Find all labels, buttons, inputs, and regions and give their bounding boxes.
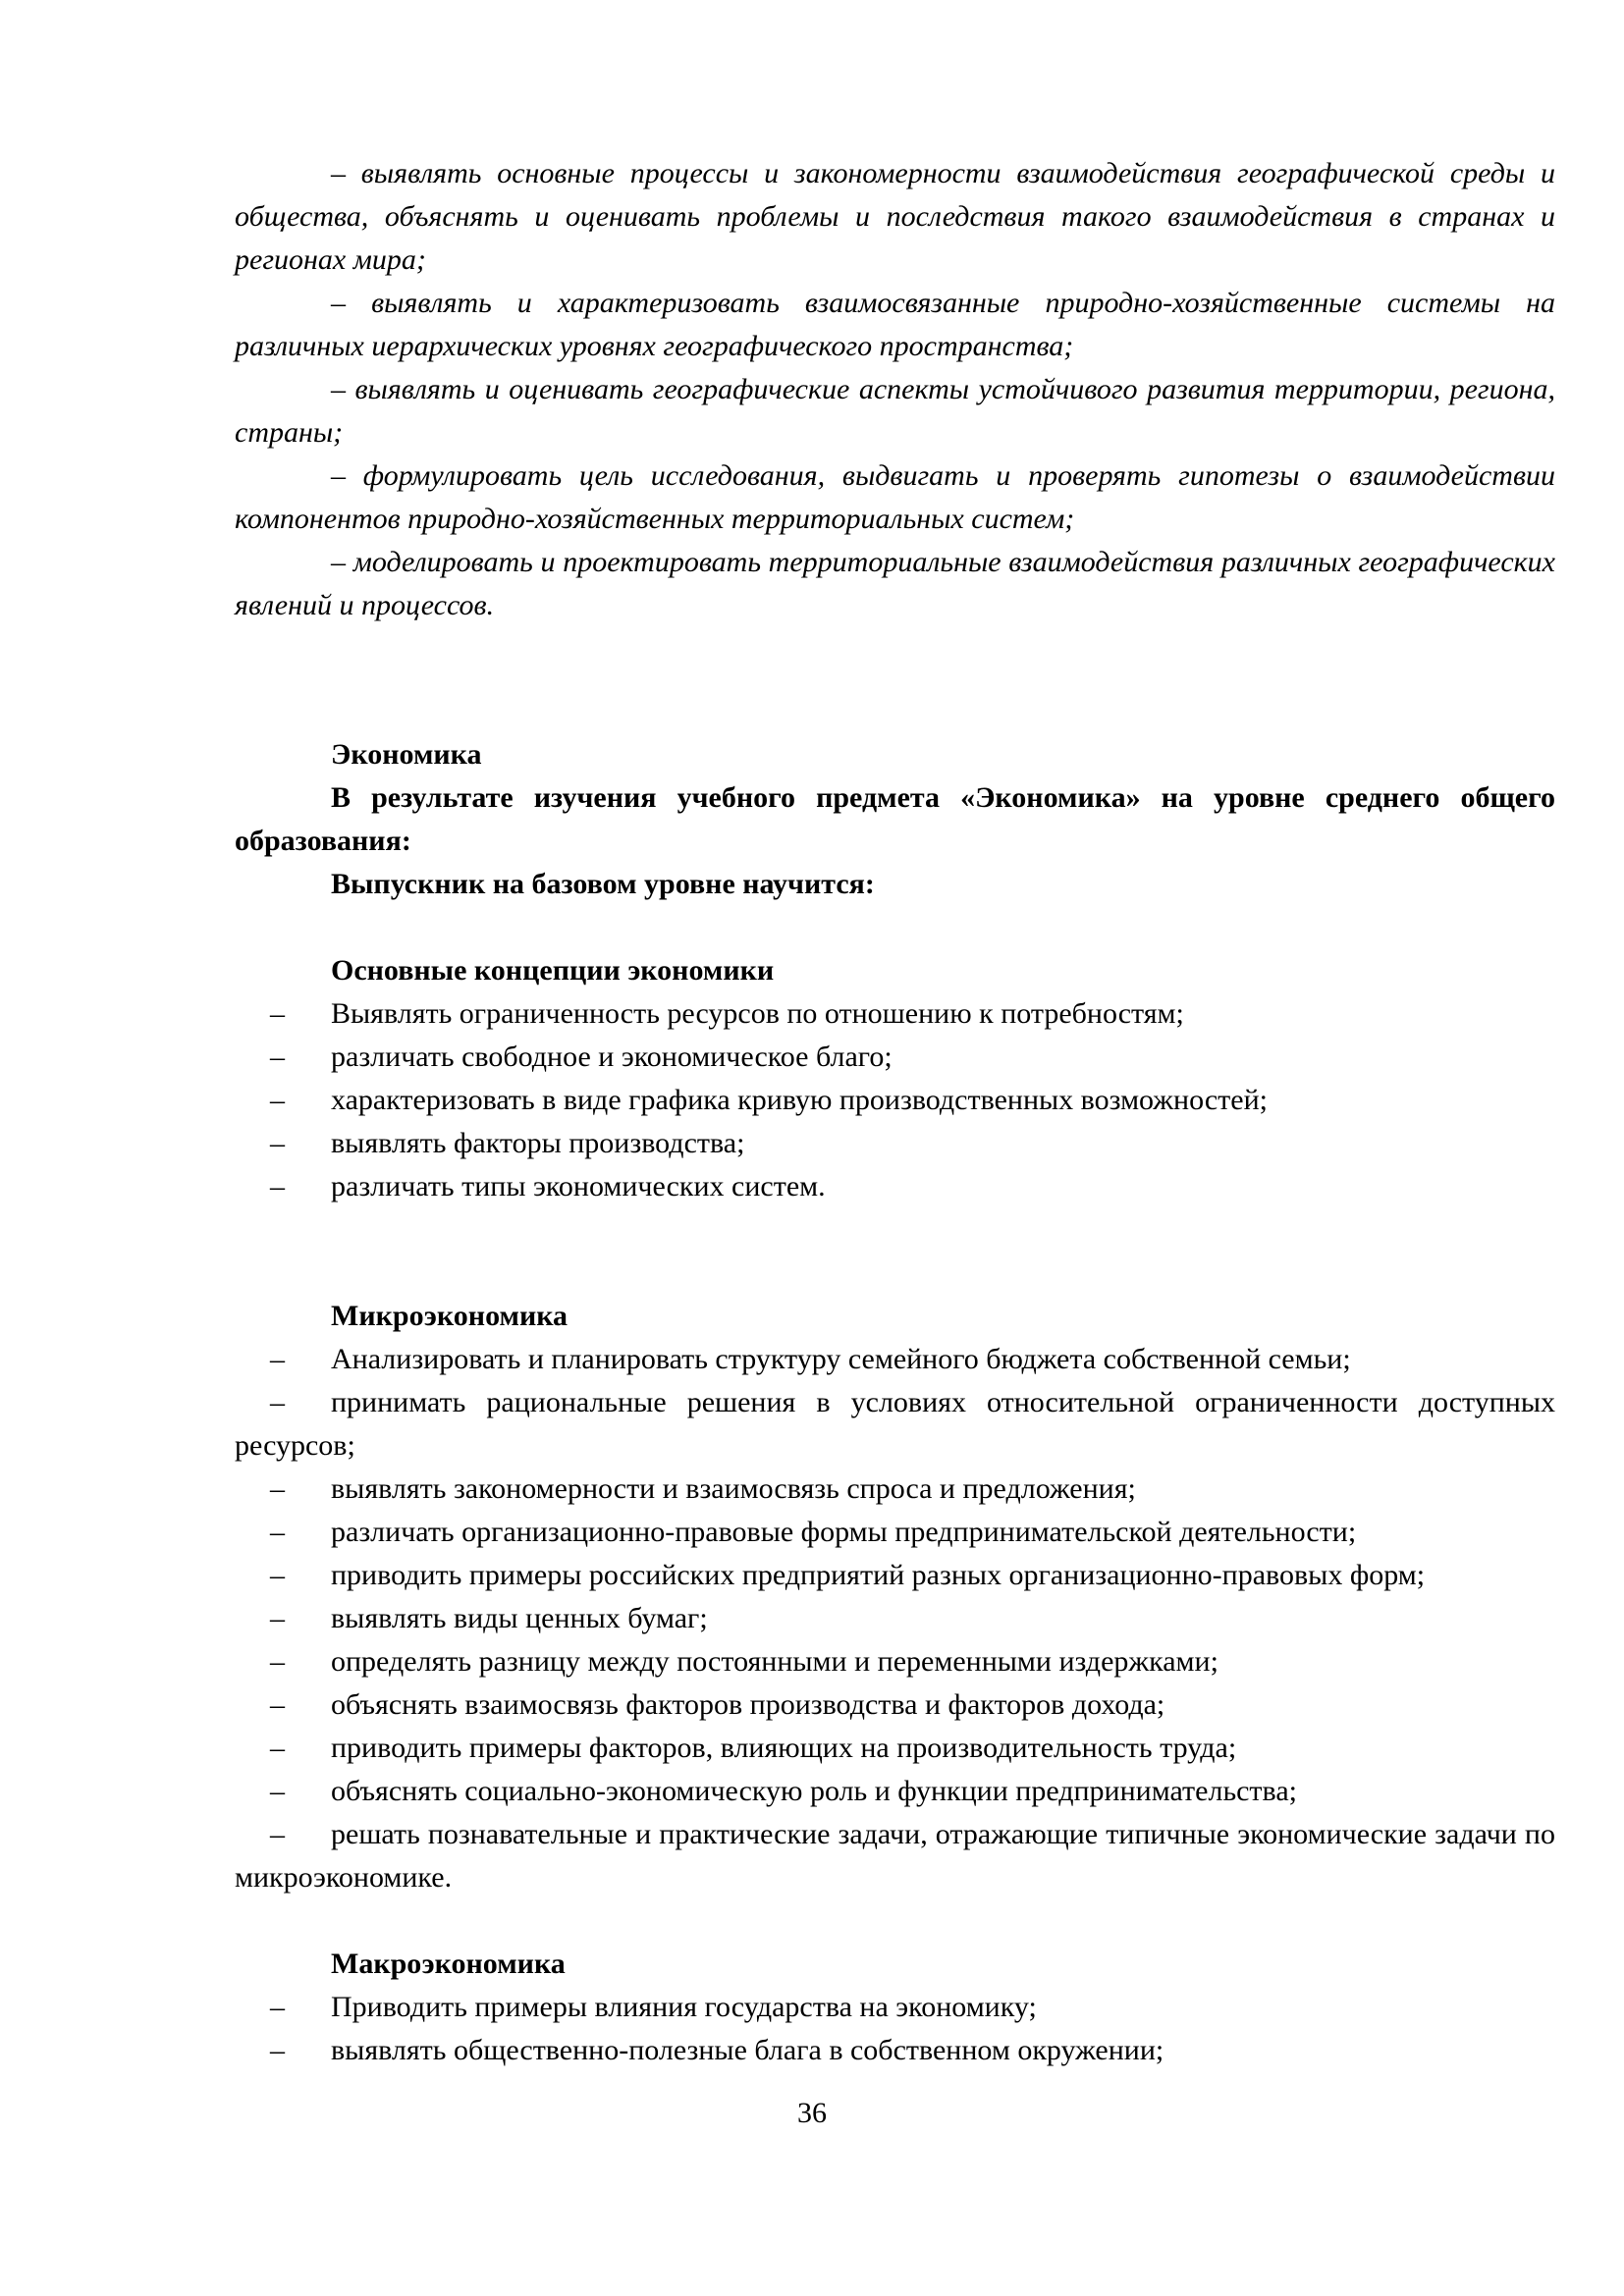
list-item: – принимать рациональные решения в условиях относительной ограниченности доступных ресурсов; — [235, 1381, 1555, 1468]
list-item: – Анализировать и планировать структуру семейного бюджета собственной семьи; — [235, 1338, 1555, 1381]
dash-marker: – — [270, 1559, 285, 1591]
dash-marker: – — [270, 1041, 285, 1073]
dash-marker: – — [270, 1343, 285, 1375]
list-item: – Выявлять ограниченность ресурсов по отношению к потребностям; — [235, 992, 1555, 1036]
section-title-economics: Экономика — [331, 738, 482, 771]
micro-list — [235, 1338, 1555, 1899]
economics-intro: В результате изучения учебного предмета «Экономика» на уровне среднего общего образования: — [235, 781, 1555, 857]
dash-marker: – — [270, 1991, 285, 2023]
page-content — [235, 152, 1555, 2072]
list-item: – объяснять социально-экономическую роль и функции предпринимательства; — [235, 1770, 1555, 1813]
list-item: – выявлять факторы производства; — [235, 1122, 1555, 1165]
dash-marker: – — [270, 1386, 285, 1418]
list-item: – различать свободное и экономическое благо; — [235, 1036, 1555, 1079]
section-title-concepts: Основные концепции экономики — [331, 954, 775, 987]
section-title-macro: Макроэкономика — [331, 1948, 566, 1980]
dash-marker: – — [270, 1602, 285, 1634]
spacer — [235, 1899, 1555, 1943]
dash-marker: – — [270, 1516, 285, 1548]
spacer — [235, 906, 1555, 949]
list-item: – характеризовать в виде графика кривую производственных возможностей; — [235, 1079, 1555, 1122]
spacer — [235, 627, 1555, 733]
dash-marker: – — [270, 1775, 285, 1807]
spacer — [235, 1208, 1555, 1295]
dash-marker: – — [270, 1818, 285, 1850]
list-item: – Приводить примеры влияния государства на экономику; — [235, 1986, 1555, 2029]
dash-marker: – — [270, 1170, 285, 1202]
list-item: – приводить примеры факторов, влияющих на производительность труда; — [235, 1727, 1555, 1770]
list-item: – выявлять закономерности и взаимосвязь спроса и предложения; — [235, 1468, 1555, 1511]
list-item: – определять разницу между постоянными и переменными издержками; — [235, 1640, 1555, 1683]
graduate-heading: Выпускник на базовом уровне научится: — [331, 868, 875, 900]
macro-list — [235, 1986, 1555, 2072]
dash-marker: – — [270, 1688, 285, 1721]
geo-item-3: – выявлять и оценивать географические аспекты устойчивого развития территории, региона, страны; — [235, 373, 1555, 449]
list-item: – различать организационно-правовые формы предпринимательской деятельности; — [235, 1511, 1555, 1554]
list-item: – решать познавательные и практические задачи, отражающие типичные экономические задачи по микроэкономике. — [235, 1813, 1555, 1899]
list-item: – объяснять взаимосвязь факторов производства и факторов дохода; — [235, 1683, 1555, 1727]
dash-marker: – — [270, 2034, 285, 2066]
dash-marker: – — [270, 1732, 285, 1764]
geo-item-4: – формулировать цель исследования, выдвигать и проверять гипотезы о взаимодействии компонентов природно-хозяйственных территориальных систем; — [235, 459, 1555, 535]
page-number: 36 — [797, 2097, 827, 2129]
list-item: – приводить примеры российских предприятий разных организационно-правовых форм; — [235, 1554, 1555, 1597]
list-item: – выявлять общественно-полезные блага в собственном окружении; — [235, 2029, 1555, 2072]
geo-item-1: – выявлять основные процессы и закономерности взаимодействия географической среды и общества, объяснять и оценивать проблемы и последствия такого взаимодействия в странах и регионах мира; — [235, 157, 1555, 276]
dash-marker: – — [270, 1472, 285, 1505]
section-title-micro: Микроэкономика — [331, 1300, 568, 1332]
concepts-list — [235, 992, 1555, 1208]
geo-item-2: – выявлять и характеризовать взаимосвязанные природно-хозяйственные системы на различных иерархических уровнях географического пространства; — [235, 287, 1555, 362]
dash-marker: – — [270, 997, 285, 1030]
dash-marker: – — [270, 1127, 285, 1159]
geo-item-5: – моделировать и проектировать территориальные взаимодействия различных географических явлений и процессов. — [235, 546, 1555, 621]
dash-marker: – — [270, 1645, 285, 1678]
list-item: – различать типы экономических систем. — [235, 1165, 1555, 1208]
dash-marker: – — [270, 1084, 285, 1116]
list-item: – выявлять виды ценных бумаг; — [235, 1597, 1555, 1640]
